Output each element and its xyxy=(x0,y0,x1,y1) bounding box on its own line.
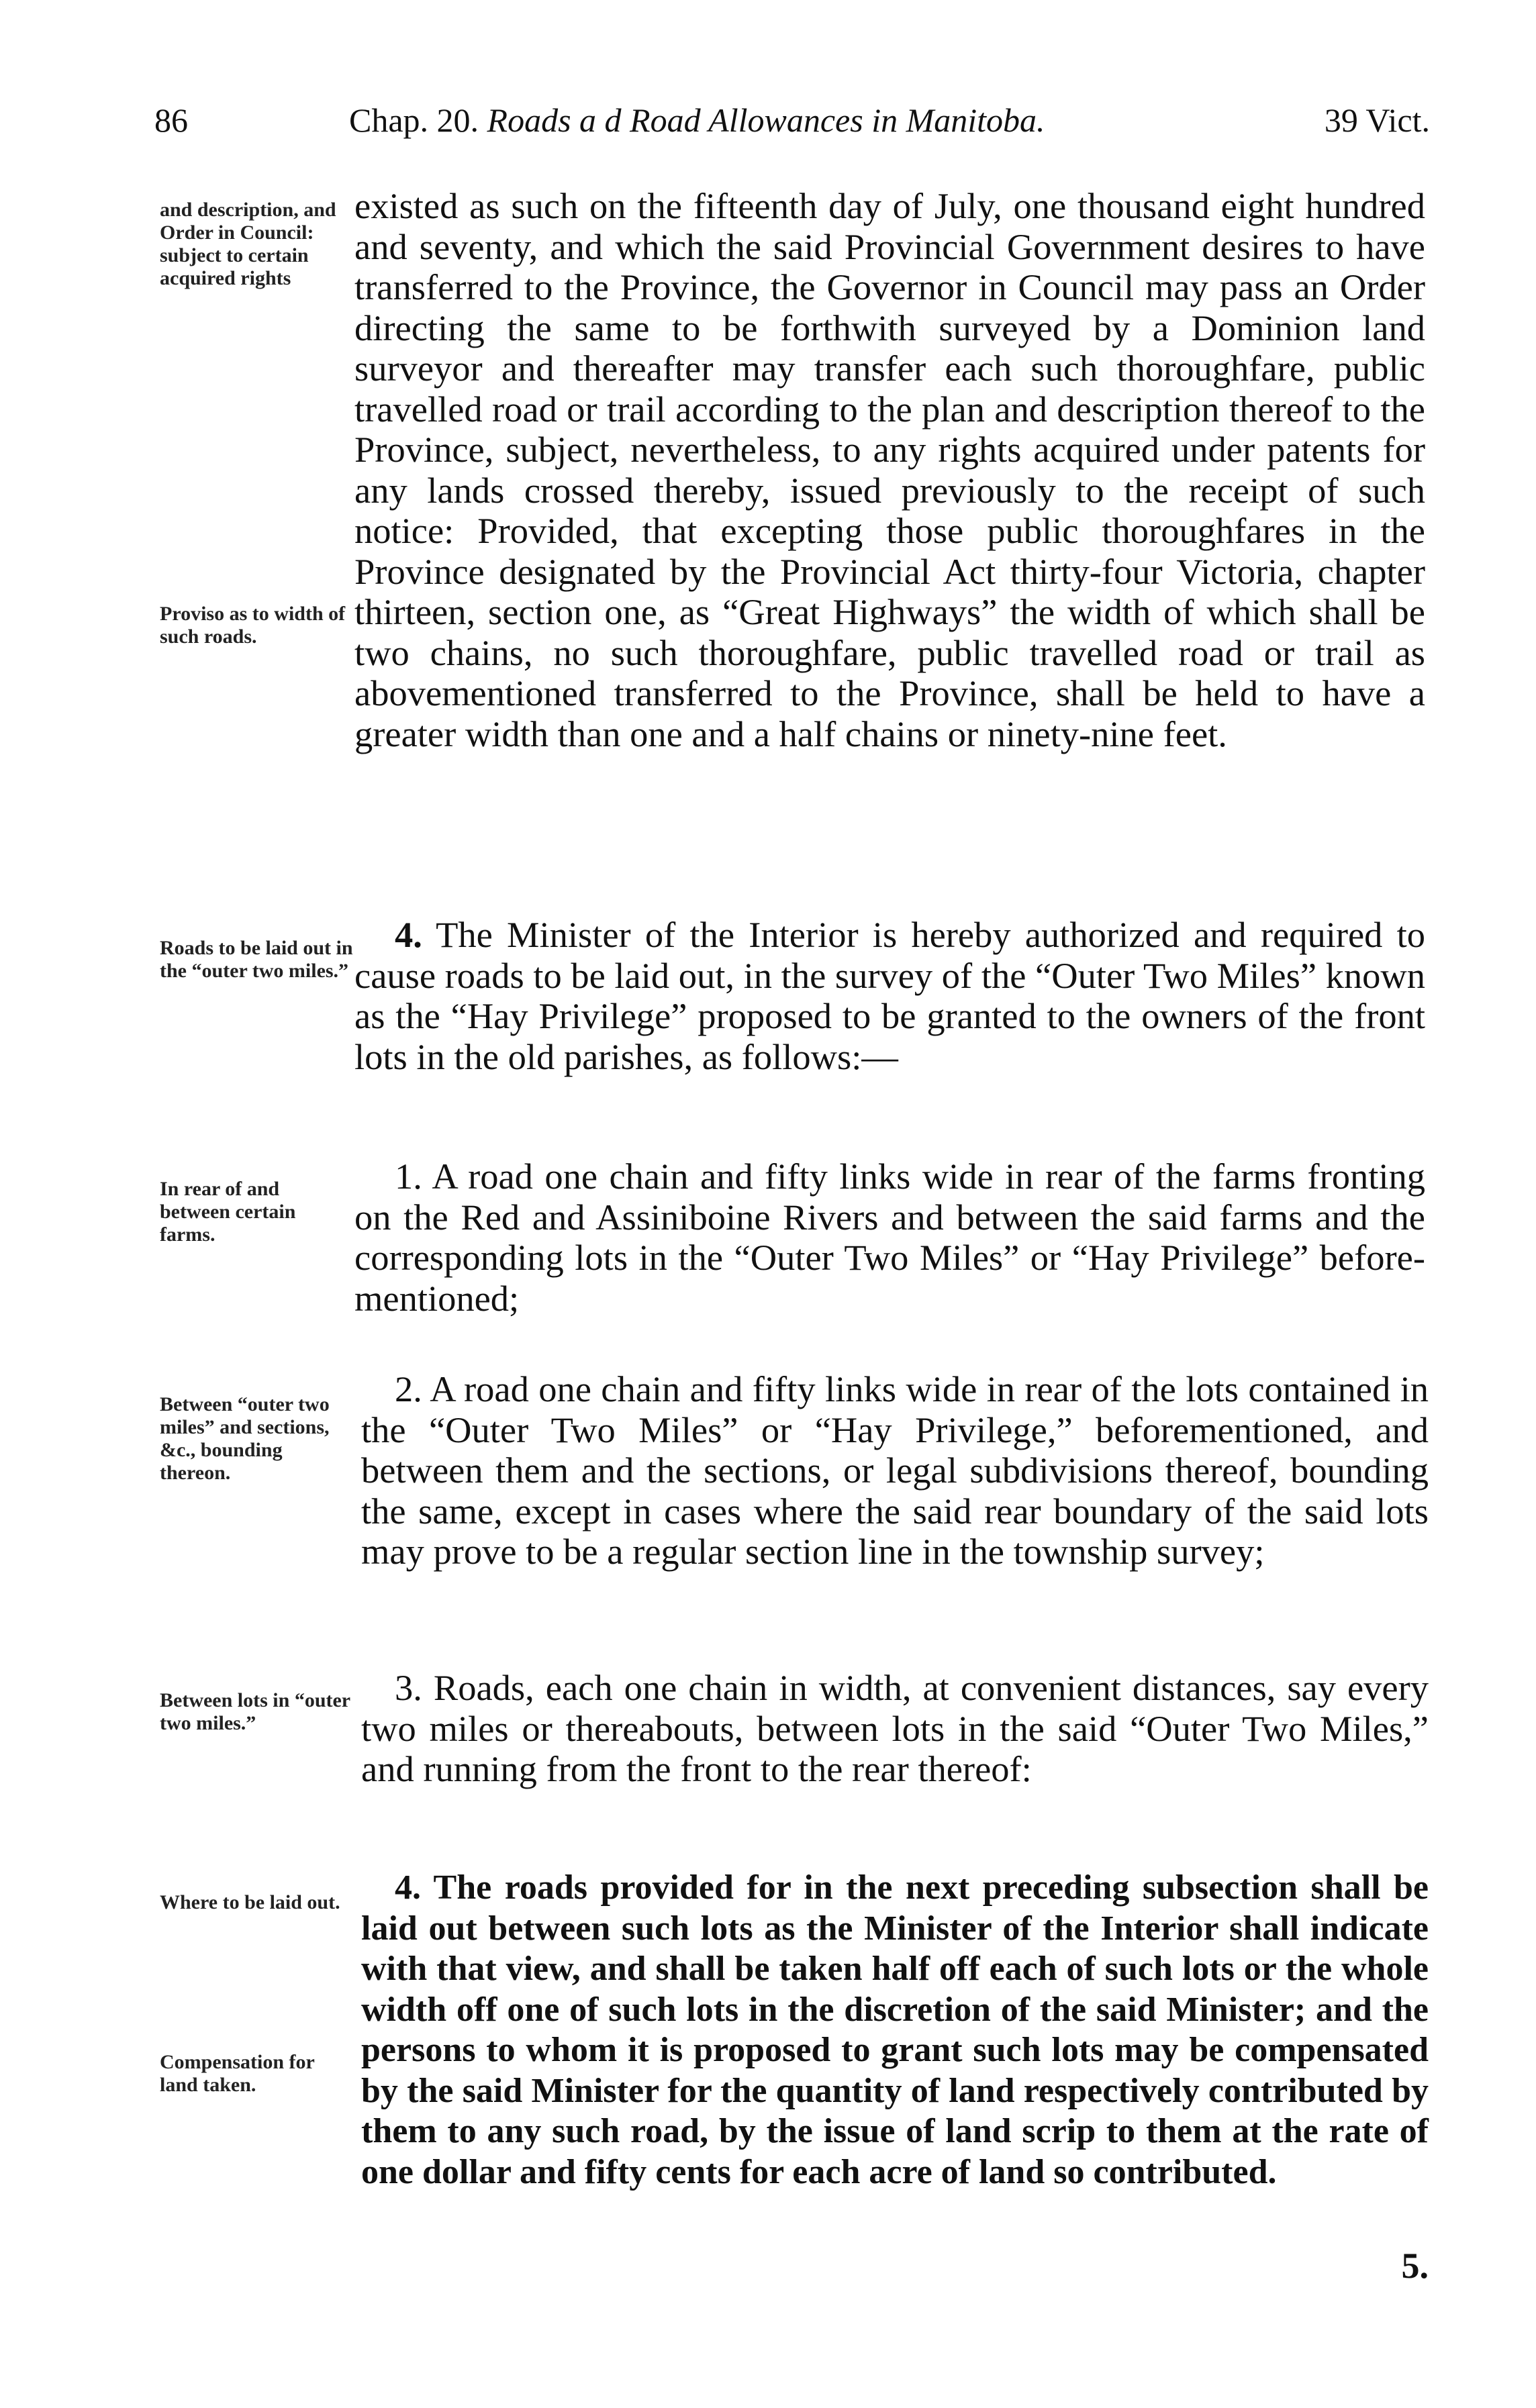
subsection-4 xyxy=(361,1868,1429,2193)
margin-note-outer-two-miles: Roads to be laid out in the “outer two miles.” xyxy=(160,937,353,982)
subsection-3 xyxy=(361,1668,1429,1790)
subsection-1 xyxy=(354,1156,1425,1319)
margin-note-proviso-width: Proviso as to width of such roads. xyxy=(160,603,346,648)
act-title: Roads a d Road Allowances in Manitoba. xyxy=(487,101,1045,139)
subsection-text: A road one chain and fifty links wide in rear of the farms fronting on the Red and Assiniboine Rivers and between the said farms and the corresponding lots in the “Outer Two Miles” or “Hay Privilege” before-mentioned; xyxy=(354,1156,1426,1319)
chapter-label: Chap. 20. xyxy=(349,101,479,139)
margin-note-rear-of-farms: In rear of and between certain farms. xyxy=(160,1178,296,1246)
subsection-text: The roads provided for in the next preceding subsection shall be laid out between such lots as the Minister of the Interior shall indicate with that view, and shall be taken half off each of such lots or the whole width off one of such lots in the discretion of the said Minister; and the persons to whom it is proposed to grant such lots may be compensated by the said Minister for the quantity of land respectively contributed by them to any such road, by the issue of land scrip to them at the rate of one dollar and fifty cents for each acre of land so contributed. xyxy=(361,1868,1429,2191)
margin-note-where-laid-out: Where to be laid out. xyxy=(160,1891,340,1913)
subsection-2 xyxy=(361,1369,1429,1572)
section-4 xyxy=(354,915,1425,1077)
running-title xyxy=(349,101,1045,140)
margin-note-order-in-council: and description, and Order in Council: subject to certain acquired rights xyxy=(160,199,336,289)
section-number: 4. xyxy=(395,914,422,955)
subsection-number: 3. xyxy=(395,1667,422,1708)
page-number: 86 xyxy=(154,101,188,139)
subsection-number: 1. xyxy=(395,1156,422,1197)
margin-note-compensation: Compensation for land taken. xyxy=(160,2051,315,2096)
subsection-number: 4. xyxy=(395,1868,421,1907)
page-header xyxy=(154,101,1430,154)
subsection-number: 2. xyxy=(395,1368,422,1409)
section-text: The Minister of the Interior is hereby authorized and required to cause roads to be laid out, in the survey of the “Outer Two Miles” known as the “Hay Privilege” proposed to be granted to the owners of the front lots in the old parishes, as follows:— xyxy=(354,914,1425,1077)
subsection-text: Roads, each one chain in width, at convenient distances, say every two miles or thereabouts, between lots in the said “Outer Two Miles,” and running from the front to the rear thereof: xyxy=(361,1667,1429,1789)
margin-note-between-outer-two-miles-and-sections: Between “outer two miles” and sections, &c., bounding thereon. xyxy=(160,1393,330,1484)
catchword: 5. xyxy=(1401,2246,1429,2286)
subsection-text: A road one chain and fifty links wide in rear of the lots contained in the “Outer Two Miles” or “Hay Privilege,” beforementioned, and between them and the sections, or legal subdivisions thereof, bounding the same, except in cases where the said rear boundary of the said lots may prove to be a regular section line in the township survey; xyxy=(361,1368,1429,1572)
margin-note-between-lots: Between lots in “outer two miles.” xyxy=(160,1689,350,1734)
paragraph-text: existed as such on the fifteenth day of July, one thousand eight hundred and seventy, and which the said Provincial Government desires to have transferred to the Province, the Governor in Council may pass an Order directing the same to be forthwith surveyed by a Dominion land surveyor and thereafter may transfer each such thoroughfare, public travelled road or trail according to the plan and description thereof to the Province, subject, nevertheless, to any rights acquired under patents for any lands crossed thereby, issued previously to the receipt of such notice: Provided, that excepting those public thoroughfares in the Province designated by the Provincial Act thirty-four Victoria, chapter thirteen, section one, as “Great Highways” the width of which shall be two chains, no such thoroughfare, public travelled road or trail as abovementioned transferred to the Province, shall be held to have a greater width than one and a half chains or ninety-nine feet. xyxy=(354,185,1425,754)
regnal-year: 39 Vict. xyxy=(1324,101,1430,139)
paragraph-continuation xyxy=(354,186,1425,754)
